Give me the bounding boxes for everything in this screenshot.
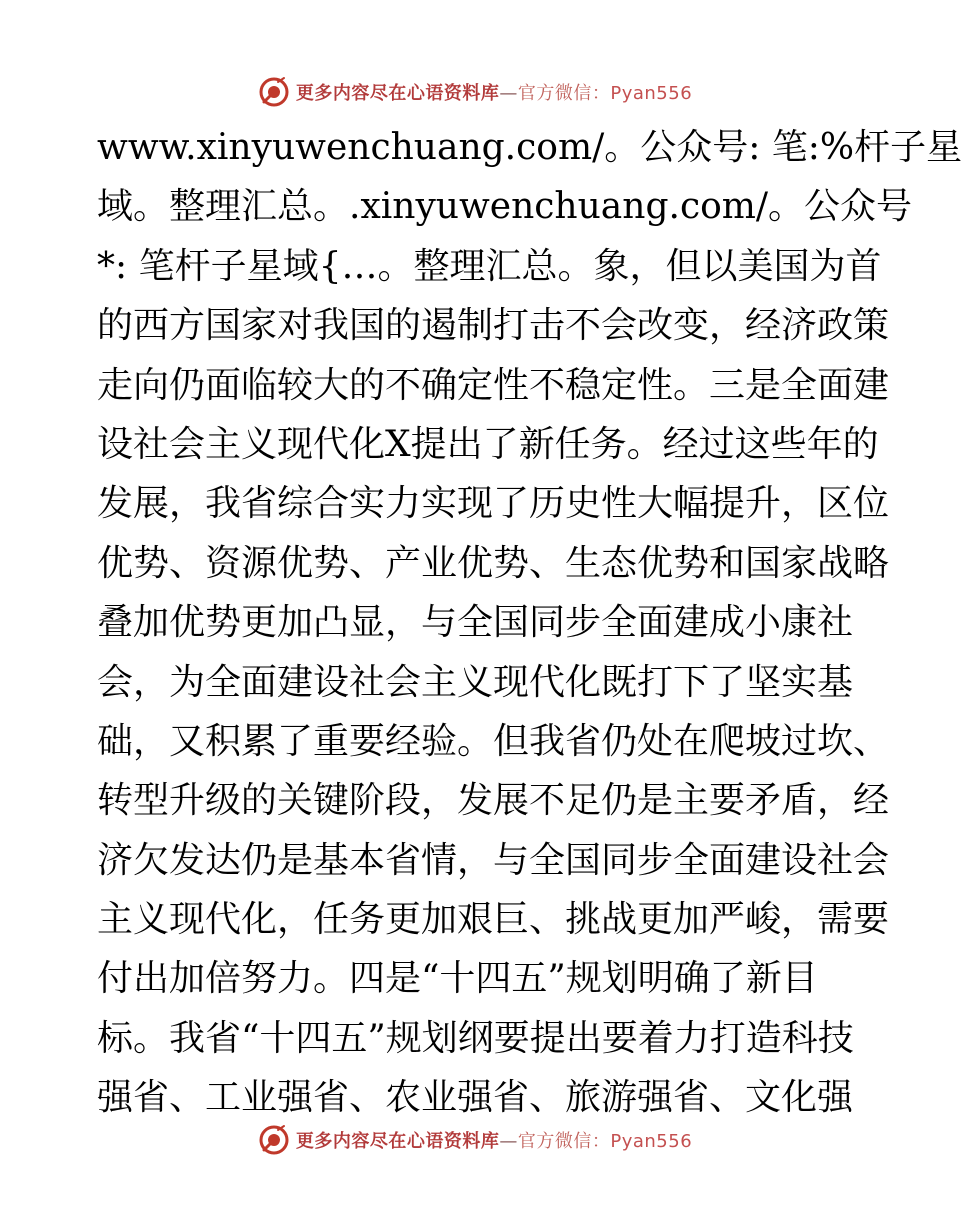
text-line: 强省、工业强省、农业强省、旅游强省、文化强 [97,1077,854,1119]
text-line: 济欠发达仍是基本省情，与全国同步全面建设社会 [97,839,890,881]
footer-banner-text [296,1127,692,1153]
text-line: 走向仍面临较大的不确定性不稳定性。三是全面建 [97,364,890,406]
text-line: 主义现代化，任务更加艰巨、挑战更加严峻，需要 [97,899,890,941]
text-line: 优势、资源优势、产业优势、生态优势和国家战略 [97,542,890,584]
text-line: 付出加倍努力。四是“十四五”规划明确了新目 [97,958,818,1000]
header-separator: — [499,83,518,104]
header-wechat-label: 官方微信： [517,83,611,104]
text-line: 域。整理汇总。.xinyuwenchuang.com/。公众号 [97,186,913,228]
footer-banner [0,1120,950,1160]
header-banner [0,72,950,112]
text-line: 标。我省“十四五”规划纲要提出要着力打造科技 [97,1017,854,1059]
header-banner-text [296,79,692,105]
text-line: 转型升级的关键阶段，发展不足仍是主要矛盾，经 [97,780,890,822]
header-brand-text: 更多内容尽在心语资料库 [295,83,500,104]
header-wechat-id: Pyan556 [610,83,693,104]
footer-separator: — [499,1131,518,1152]
document-body [97,118,962,1128]
footer-wechat-id: Pyan556 [610,1131,693,1152]
footer-brand-text: 更多内容尽在心语资料库 [295,1131,500,1152]
text-line: 叠加优势更加凸显，与全国同步全面建成小康社 [97,602,854,644]
text-line: 的西方国家对我国的遏制打击不会改变，经济政策 [97,305,890,347]
text-line: www.xinyuwenchuang.com/。公众号: 笔:%杆子星 [97,127,962,168]
brand-logo-icon [258,76,290,108]
text-line: 发展，我省综合实力实现了历史性大幅提升，区位 [97,483,890,525]
footer-wechat-label: 官方微信： [517,1131,611,1152]
text-line: 设社会主义现代化X提出了新任务。经过这些年的 [97,423,879,465]
text-line: 础，又积累了重要经验。但我省仍处在爬坡过坎、 [97,720,890,762]
text-line: 会，为全面建设社会主义现代化既打下了坚实基 [97,661,854,703]
brand-logo-icon [258,1124,290,1156]
text-line: *: 笔杆子星域{…。整理汇总。象，但以美国为首 [97,245,882,287]
